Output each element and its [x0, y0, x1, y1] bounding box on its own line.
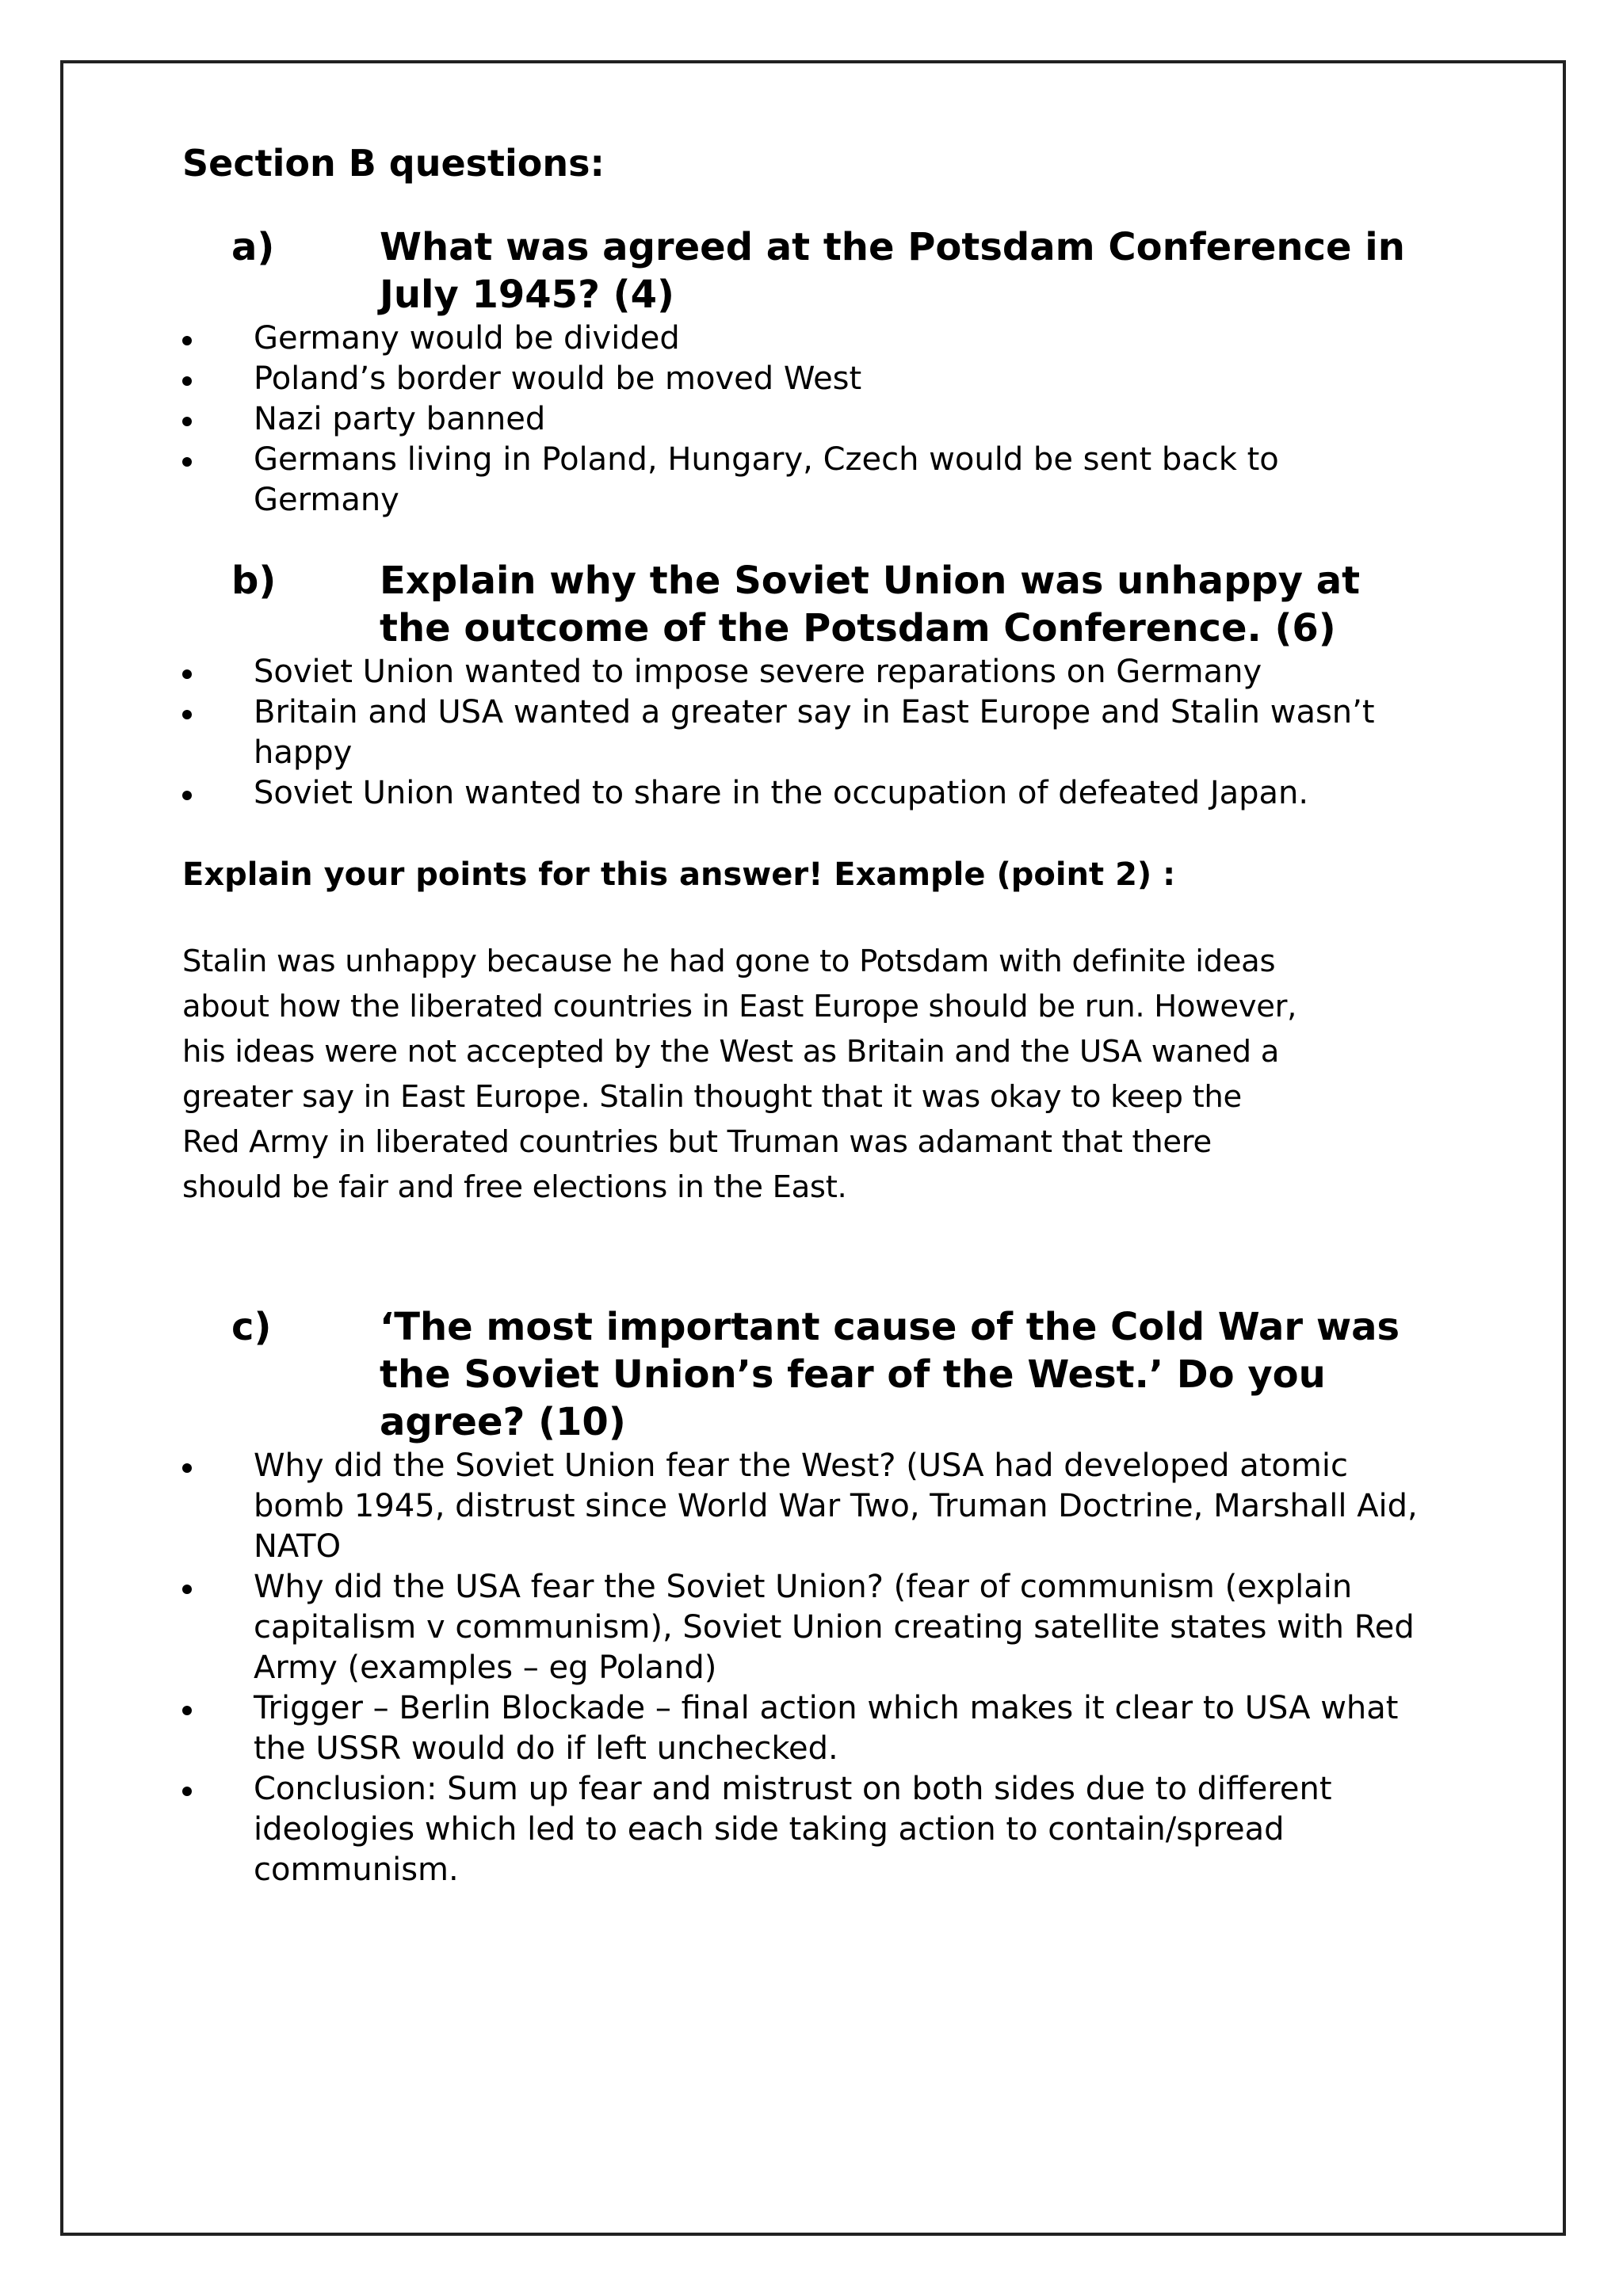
- question-c: [231, 1303, 1419, 1446]
- list-item: [182, 440, 1419, 521]
- section-title: Section B questions:: [182, 142, 605, 185]
- bullet-icon: [182, 417, 192, 426]
- question-text: Explain why the Soviet Union was unhappy at the outcome of the Potsdam Conference. (6): [380, 559, 1361, 650]
- bullet-icon: [182, 1463, 192, 1473]
- question-letter: b): [231, 559, 277, 603]
- bullet-icon: [182, 1585, 192, 1594]
- question-b: [231, 557, 1419, 652]
- bullet-icon: [182, 669, 192, 679]
- list-item: [182, 1567, 1419, 1688]
- list-item-text: Britain and USA wanted a greater say in East Europe and Stalin wasn’t happy: [254, 694, 1375, 771]
- bullet-icon: [182, 336, 192, 345]
- question-text: ‘The most important cause of the Cold War was the Soviet Union’s fear of the West.’ Do you agree? (10): [380, 1305, 1400, 1444]
- list-item: [182, 399, 1419, 440]
- example-paragraph: [182, 939, 1419, 1210]
- bullet-icon: [182, 791, 192, 800]
- list-item: [182, 652, 1419, 692]
- bullet-icon: [182, 376, 192, 386]
- list-item-text: Germans living in Poland, Hungary, Czech would be sent back to Germany: [254, 441, 1279, 518]
- bullet-icon: [182, 457, 192, 467]
- list-item-text: Conclusion: Sum up fear and mistrust on both sides due to different ideologies which led to each side taking action to contain/spread communism.: [254, 1771, 1332, 1888]
- example-line: should be fair and free elections in the East.: [182, 1169, 847, 1205]
- bullet-icon: [182, 710, 192, 719]
- list-item-text: Soviet Union wanted to share in the occupation of defeated Japan.: [254, 775, 1309, 811]
- list-item-text: Germany would be divided: [254, 320, 680, 357]
- list-item-text: Why did the USA fear the Soviet Union? (fear of communism (explain capitalism v communism), Soviet Union creating satellite states with Red Army (examples – eg Poland): [254, 1569, 1415, 1686]
- bullet-icon: [182, 1787, 192, 1796]
- example-line: about how the liberated countries in East Europe should be run. However,: [182, 989, 1297, 1024]
- question-letter: c): [231, 1305, 272, 1349]
- question-a: [231, 223, 1419, 318]
- list-item: [182, 1769, 1419, 1890]
- question-letter: a): [231, 225, 275, 269]
- list-item: [182, 318, 1419, 359]
- example-line: Red Army in liberated countries but Truman was adamant that there: [182, 1124, 1212, 1160]
- example-line: Stalin was unhappy because he had gone to Potsdam with definite ideas: [182, 944, 1276, 979]
- example-line: his ideas were not accepted by the West as Britain and the USA waned a: [182, 1034, 1280, 1070]
- bullet-icon: [182, 1706, 192, 1715]
- list-item-text: Nazi party banned: [254, 401, 546, 437]
- answer-list-b: [182, 652, 1419, 814]
- list-item: [182, 1446, 1419, 1567]
- question-text: What was agreed at the Potsdam Conference in July 1945? (4): [380, 225, 1405, 317]
- answer-list-a: [182, 318, 1419, 521]
- list-item-text: Poland’s border would be moved West: [254, 360, 862, 397]
- list-item: [182, 1688, 1419, 1769]
- explain-heading: Explain your points for this answer! Example (point 2) :: [182, 856, 1176, 893]
- list-item: [182, 692, 1419, 773]
- list-item-text: Why did the Soviet Union fear the West? (USA had developed atomic bomb 1945, distrust since World War Two, Truman Doctrine, Marshall Aid, NATO: [254, 1447, 1418, 1565]
- list-item: [182, 773, 1419, 814]
- example-line: greater say in East Europe. Stalin thought that it was okay to keep the: [182, 1079, 1242, 1115]
- document-body: [182, 141, 1419, 1890]
- list-item-text: Soviet Union wanted to impose severe reparations on Germany: [254, 654, 1262, 690]
- answer-list-c: [182, 1446, 1419, 1890]
- list-item: [182, 359, 1419, 399]
- list-item-text: Trigger – Berlin Blockade – final action which makes it clear to USA what the USSR would do if left unchecked.: [254, 1690, 1399, 1767]
